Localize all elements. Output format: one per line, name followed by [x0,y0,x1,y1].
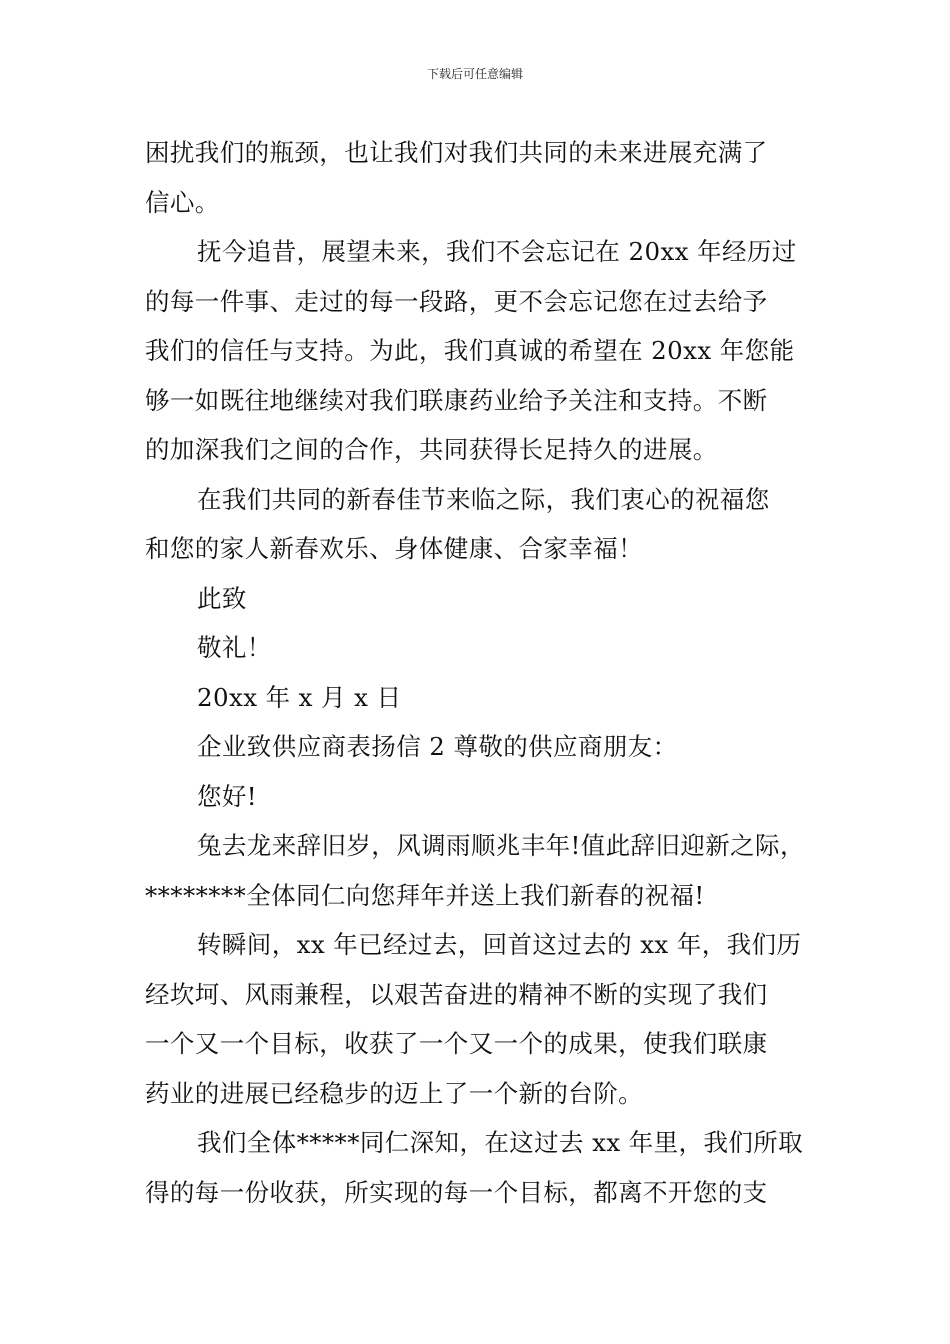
text-line: 困扰我们的瓶颈，也让我们对我们共同的未来进展充满了 [145,138,768,167]
text-line: 在我们共同的新春佳节来临之际，我们衷心的祝福您 [197,484,770,514]
text-line: 兔去龙来辞旧岁，风调雨顺兆丰年!值此辞旧迎新之际， [197,831,805,860]
document-body [145,128,815,1217]
text-line: 信心。 [145,187,220,217]
text-line: 的每一件事、走过的每一段路，更不会忘记您在过去给予 [145,286,768,316]
text-line: 的加深我们之间的合作，共同获得长足持久的进展。 [145,435,718,464]
text-line: 敬礼！ [197,633,272,662]
text-line: 20xx 年 x 月 x 日 [197,682,402,712]
text-line: 我们的信任与支持。为此，我们真诚的希望在 20xx 年您能 [145,336,795,365]
text-line: 企业致供应商表扬信 2 尊敬的供应商朋友： [197,732,678,761]
text-line: 得的每一份收获，所实现的每一个目标，都离不开您的支 [145,1177,768,1207]
text-line: 一个又一个目标，收获了一个又一个的成果，使我们联康 [145,1029,768,1058]
text-line: 您好! [197,781,258,811]
text-line: 和您的家人新春欢乐、身体健康、合家幸福！ [145,534,643,563]
text-line: 够一如既往地继续对我们联康药业给予关注和支持。不断 [145,385,768,415]
text-line: 转瞬间，xx 年已经过去，回首这过去的 xx 年，我们历 [197,930,802,959]
text-line: 抚今追昔，展望未来，我们不会忘记在 20xx 年经历过 [197,237,797,266]
text-line: 此致 [197,583,247,613]
text-line: 药业的进展已经稳步的迈上了一个新的台阶。 [145,1078,643,1108]
page-header: 下载后可任意编辑 [426,67,523,81]
text-line: 经坎坷、风雨兼程，以艰苦奋进的精神不断的实现了我们 [145,979,768,1009]
text-line: ********全体同仁向您拜年并送上我们新春的祝福! [145,880,705,910]
text-line: 我们全体*****同仁深知，在这过去 xx 年里，我们所取 [197,1128,804,1157]
